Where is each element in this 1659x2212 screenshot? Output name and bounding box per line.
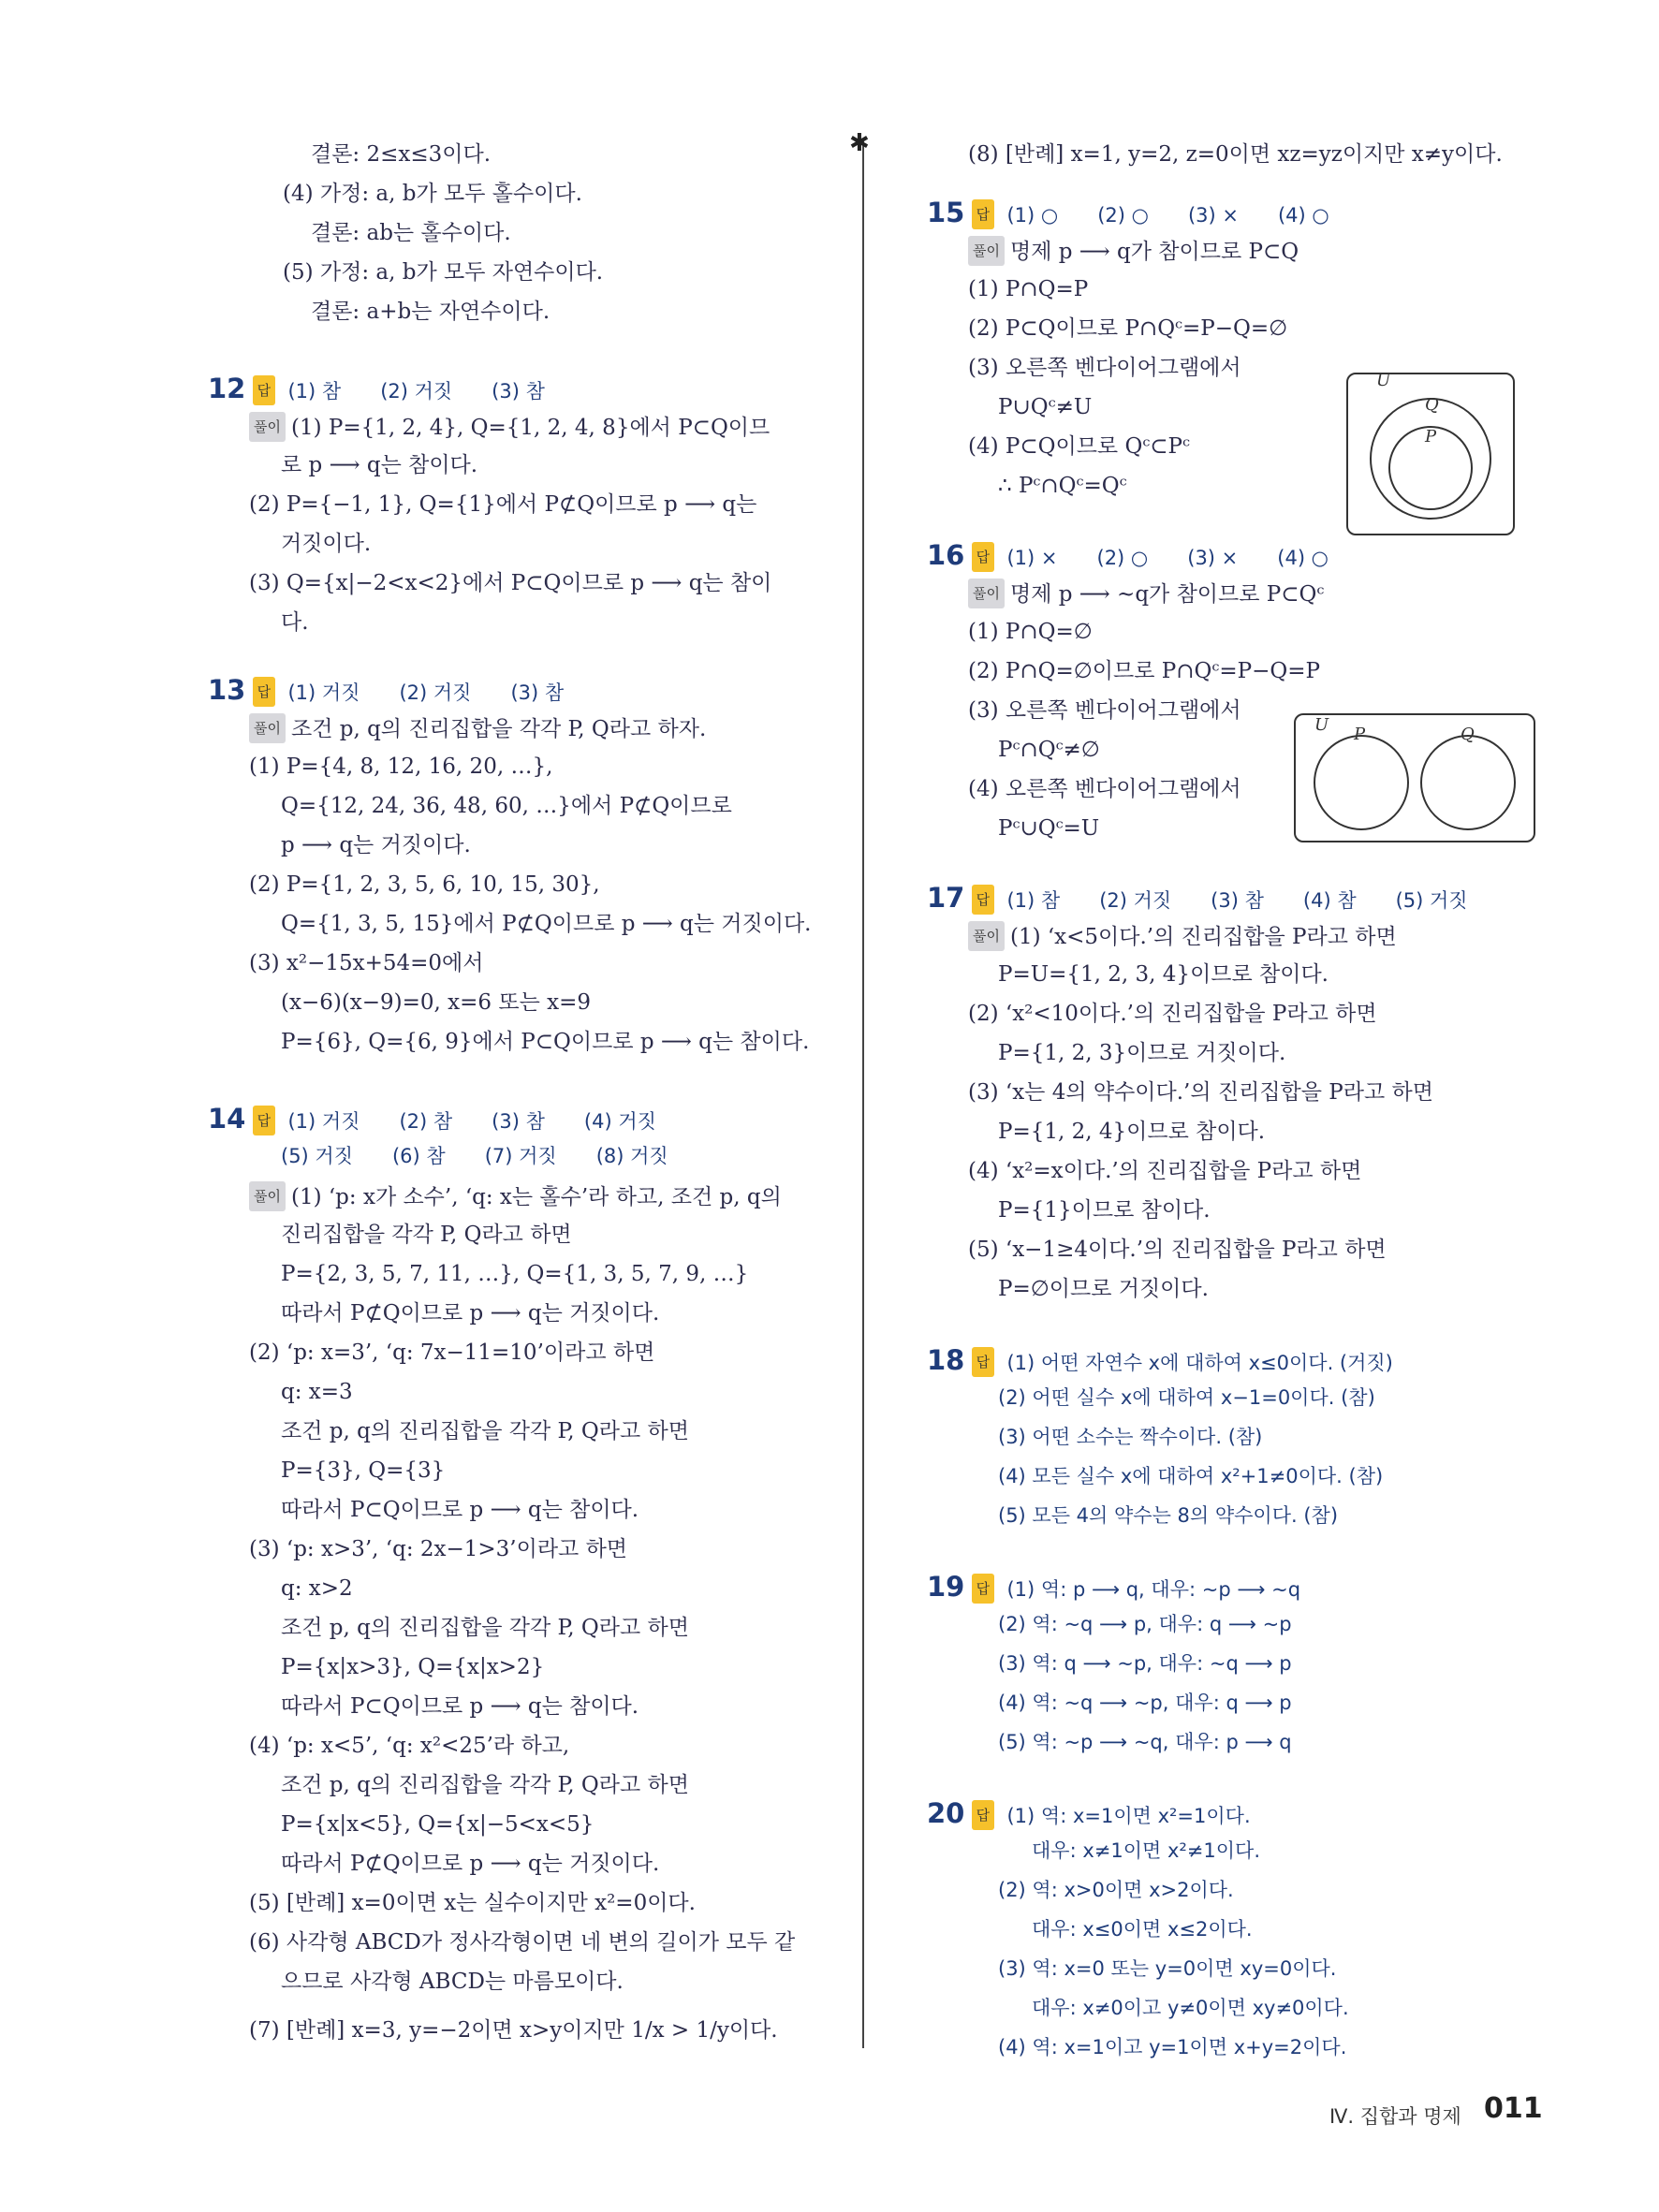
text-line: P={1, 2, 4}이므로 참이다.: [998, 1120, 1266, 1144]
problem-16-answer: 16 답 (1) × (2) ○ (3) × (4) ○: [927, 539, 1329, 571]
text-line: 따라서 P⊄Q이므로 p ⟶ q는 거짓이다.: [281, 1852, 660, 1876]
text-line: 따라서 P⊂Q이므로 p ⟶ q는 참이다.: [281, 1694, 639, 1719]
text-line: 결론: 2≤x≤3이다.: [311, 142, 492, 167]
problem-17-answer: 17 답 (1) 참 (2) 거짓 (3) 참 (4) 참 (5) 거짓: [927, 882, 1468, 914]
chapter-label: Ⅳ. 집합과 명제: [1329, 2105, 1461, 2128]
text-line: (3) ‘p: x>3’, ‘q: 2x−1>3’이라고 하면: [249, 1537, 628, 1561]
text-line: (2) P⊂Q이므로 P∩Qᶜ=P−Q=∅: [968, 316, 1288, 341]
text-line: ∴ Pᶜ∩Qᶜ=Qᶜ: [998, 474, 1127, 498]
page-number: 011: [1484, 2092, 1543, 2125]
text-line: Pᶜ∪Qᶜ=U: [998, 816, 1100, 841]
text-line: P={x|x<5}, Q={x|−5<x<5}: [281, 1812, 595, 1837]
text-line: 결론: a+b는 자연수이다.: [311, 300, 551, 324]
text-line: 조건 p, q의 진리집합을 각각 P, Q라고 하면: [281, 1616, 689, 1640]
venn-diagram-15: [1346, 373, 1515, 535]
text-line: (2) P={1, 2, 3, 5, 6, 10, 15, 30},: [249, 872, 600, 897]
text-line: 로 p ⟶ q는 참이다.: [281, 453, 478, 477]
text-line: (3) 오른쪽 벤다이어그램에서: [968, 698, 1241, 723]
text-line: P=U={1, 2, 3, 4}이므로 참이다.: [998, 962, 1329, 987]
text-line: (1) P∩Q=∅: [968, 620, 1093, 644]
text-line: 진리집합을 각각 P, Q라고 하면: [281, 1223, 572, 1247]
venn-15-label-p: P: [1425, 427, 1437, 447]
text-line: (5) [반례] x=0이면 x는 실수이지만 x²=0이다.: [249, 1891, 696, 1915]
text-line: 대우: x≠1이면 x²≠1이다.: [1032, 1839, 1261, 1862]
text-line: (3) 역: q ⟶ ~p, 대우: ~q ⟶ p: [998, 1652, 1292, 1675]
text-line: (4) 가정: a, b가 모두 홀수이다.: [283, 182, 582, 206]
text-line: P={6}, Q={6, 9}에서 P⊂Q이므로 p ⟶ q는 참이다.: [281, 1030, 810, 1054]
text-line: Q={1, 3, 5, 15}에서 P⊄Q이므로 p ⟶ q는 거짓이다.: [281, 912, 812, 936]
solution-line: 풀이 조건 p, q의 진리집합을 각각 P, Q라고 하자.: [249, 713, 706, 743]
text-line: (5) 모든 4의 약수는 8의 약수이다. (참): [998, 1504, 1339, 1527]
text-line: (4) P⊂Q이므로 Qᶜ⊂Pᶜ: [968, 434, 1190, 459]
text-line: P={3}, Q={3}: [281, 1458, 446, 1483]
text-line: 따라서 P⊂Q이므로 p ⟶ q는 참이다.: [281, 1498, 639, 1522]
text-line: 거짓이다.: [281, 532, 372, 556]
text-line: q: x>2: [281, 1576, 353, 1601]
text-line: (5) 거짓 (6) 참 (7) 거짓 (8) 거짓: [281, 1145, 668, 1167]
text-line: P=∅이므로 거짓이다.: [998, 1277, 1209, 1301]
venn-16-graphic: [1296, 715, 1534, 841]
venn-diagram-16: [1294, 713, 1535, 842]
problem-13-answer: 13 답 (1) 거짓 (2) 거짓 (3) 참: [208, 674, 565, 706]
text-line: (4) 오른쪽 벤다이어그램에서: [968, 777, 1241, 801]
solution-line: 풀이 (1) ‘x<5이다.’의 진리집합을 P라고 하면: [968, 921, 1397, 951]
text-line: (8) [반례] x=1, y=2, z=0이면 xz=yz이지만 x≠y이다.: [968, 142, 1503, 167]
text-line: (1) P={4, 8, 12, 16, 20, …},: [249, 754, 553, 779]
text-line: (2) P∩Q=∅이므로 P∩Qᶜ=P−Q=P: [968, 659, 1320, 683]
text-line: q: x=3: [281, 1380, 353, 1404]
text-line: (4) ‘x²=x이다.’의 진리집합을 P라고 하면: [968, 1159, 1362, 1183]
text-line: 따라서 P⊄Q이므로 p ⟶ q는 거짓이다.: [281, 1301, 660, 1326]
text-line: (3) x²−15x+54=0에서: [249, 951, 484, 975]
text-line: P={2, 3, 5, 7, 11, …}, Q={1, 3, 5, 7, 9, …}: [281, 1262, 749, 1286]
venn-16-label-p: P: [1354, 725, 1366, 744]
text-line: (4) 역: x=1이고 y=1이면 x+y=2이다.: [998, 2036, 1347, 2058]
text-line: p ⟶ q는 거짓이다.: [281, 833, 471, 857]
problem-18-answer: 18 답 (1) 어떤 자연수 x에 대하여 x≤0이다. (거짓): [927, 1344, 1393, 1376]
problem-15-answer: 15 답 (1) ○ (2) ○ (3) × (4) ○: [927, 197, 1329, 228]
text-line: (4) ‘p: x<5’, ‘q: x²<25’라 하고,: [249, 1734, 570, 1758]
text-line: 으므로 사각형 ABCD는 마름모이다.: [281, 1970, 624, 1994]
text-line: 조건 p, q의 진리집합을 각각 P, Q라고 하면: [281, 1773, 689, 1797]
column-divider: [862, 139, 864, 2048]
text-line: (5) 역: ~p ⟶ ~q, 대우: p ⟶ q: [998, 1731, 1292, 1753]
text-line: 대우: x≠0이고 y≠0이면 xy≠0이다.: [1032, 1997, 1349, 2019]
text-line: P={1}이므로 참이다.: [998, 1198, 1211, 1223]
text-line: (2) 역: x>0이면 x>2이다.: [998, 1879, 1234, 1901]
problem-14-answer: 14 답 (1) 거짓 (2) 참 (3) 참 (4) 거짓: [208, 1103, 656, 1135]
text-line: (4) 모든 실수 x에 대하여 x²+1≠0이다. (참): [998, 1465, 1384, 1487]
venn-16-label-u: U: [1314, 715, 1329, 735]
problem-12-answer: 12 답 (1) 참 (2) 거짓 (3) 참: [208, 373, 545, 404]
solution-line: 풀이 (1) ‘p: x가 소수’, ‘q: x는 홀수’라 하고, 조건 p, q의: [249, 1181, 782, 1211]
text-line: (6) 사각형 ABCD가 정사각형이면 네 변의 길이가 모두 같: [249, 1930, 796, 1955]
venn-16-label-q: Q: [1461, 725, 1475, 744]
text-line: (3) 오른쪽 벤다이어그램에서: [968, 356, 1241, 380]
venn-15-graphic: [1348, 374, 1513, 534]
problem-20-answer: 20 답 (1) 역: x=1이면 x²=1이다.: [927, 1797, 1251, 1829]
text-line: (x−6)(x−9)=0, x=6 또는 x=9: [281, 990, 591, 1015]
text-line: (2) ‘p: x=3’, ‘q: 7x−11=10’이라고 하면: [249, 1340, 655, 1365]
text-line: (3) Q={x|−2<x<2}에서 P⊂Q이므로 p ⟶ q는 참이: [249, 571, 772, 595]
text-line: 조건 p, q의 진리집합을 각각 P, Q라고 하면: [281, 1419, 689, 1443]
text-line: P∪Qᶜ≠U: [998, 395, 1093, 419]
text-line: 다.: [281, 610, 309, 635]
text-line: P={1, 2, 3}이므로 거짓이다.: [998, 1041, 1286, 1065]
solution-line: 풀이 (1) P={1, 2, 4}, Q={1, 2, 4, 8}에서 P⊂Q이므: [249, 412, 770, 442]
text-line: Q={12, 24, 36, 48, 60, …}에서 P⊄Q이므로: [281, 794, 732, 818]
text-line: (3) 역: x=0 또는 y=0이면 xy=0이다.: [998, 1957, 1337, 1980]
venn-15-label-q: Q: [1425, 395, 1439, 415]
text-line: (2) ‘x²<10이다.’의 진리집합을 P라고 하면: [968, 1002, 1377, 1026]
text-line: (5) ‘x−1≥4이다.’의 진리집합을 P라고 하면: [968, 1238, 1387, 1262]
venn-15-label-u: U: [1376, 374, 1391, 390]
text-line: (4) 역: ~q ⟶ ~p, 대우: q ⟶ p: [998, 1692, 1292, 1714]
text-line: 결론: ab는 홀수이다.: [311, 221, 511, 245]
text-line: (3) ‘x는 4의 약수이다.’의 진리집합을 P라고 하면: [968, 1080, 1433, 1105]
text-line: (1) P∩Q=P: [968, 277, 1089, 301]
text-line: 대우: x≤0이면 x≤2이다.: [1032, 1918, 1253, 1941]
text-line: Pᶜ∩Qᶜ≠∅: [998, 738, 1100, 762]
text-line: (7) [반례] x=3, y=−2이면 x>y이지만 1/x > 1/y이다.: [249, 2018, 778, 2043]
divider-ornament-icon: ✱: [849, 129, 870, 157]
problem-19-answer: 19 답 (1) 역: p ⟶ q, 대우: ~p ⟶ ~q: [927, 1571, 1301, 1603]
text-line: (5) 가정: a, b가 모두 자연수이다.: [283, 260, 604, 285]
text-line: (3) 어떤 소수는 짝수이다. (참): [998, 1426, 1263, 1448]
text-line: P={x|x>3}, Q={x|x>2}: [281, 1655, 545, 1679]
solution-line: 풀이 명제 p ⟶ q가 참이므로 P⊂Q: [968, 236, 1299, 266]
text-line: (2) 어떤 실수 x에 대하여 x−1=0이다. (참): [998, 1386, 1375, 1409]
text-line: (2) 역: ~q ⟶ p, 대우: q ⟶ ~p: [998, 1613, 1292, 1635]
text-line: (2) P={−1, 1}, Q={1}에서 P⊄Q이므로 p ⟶ q는: [249, 492, 757, 517]
solution-line: 풀이 명제 p ⟶ ~q가 참이므로 P⊂Qᶜ: [968, 579, 1324, 608]
